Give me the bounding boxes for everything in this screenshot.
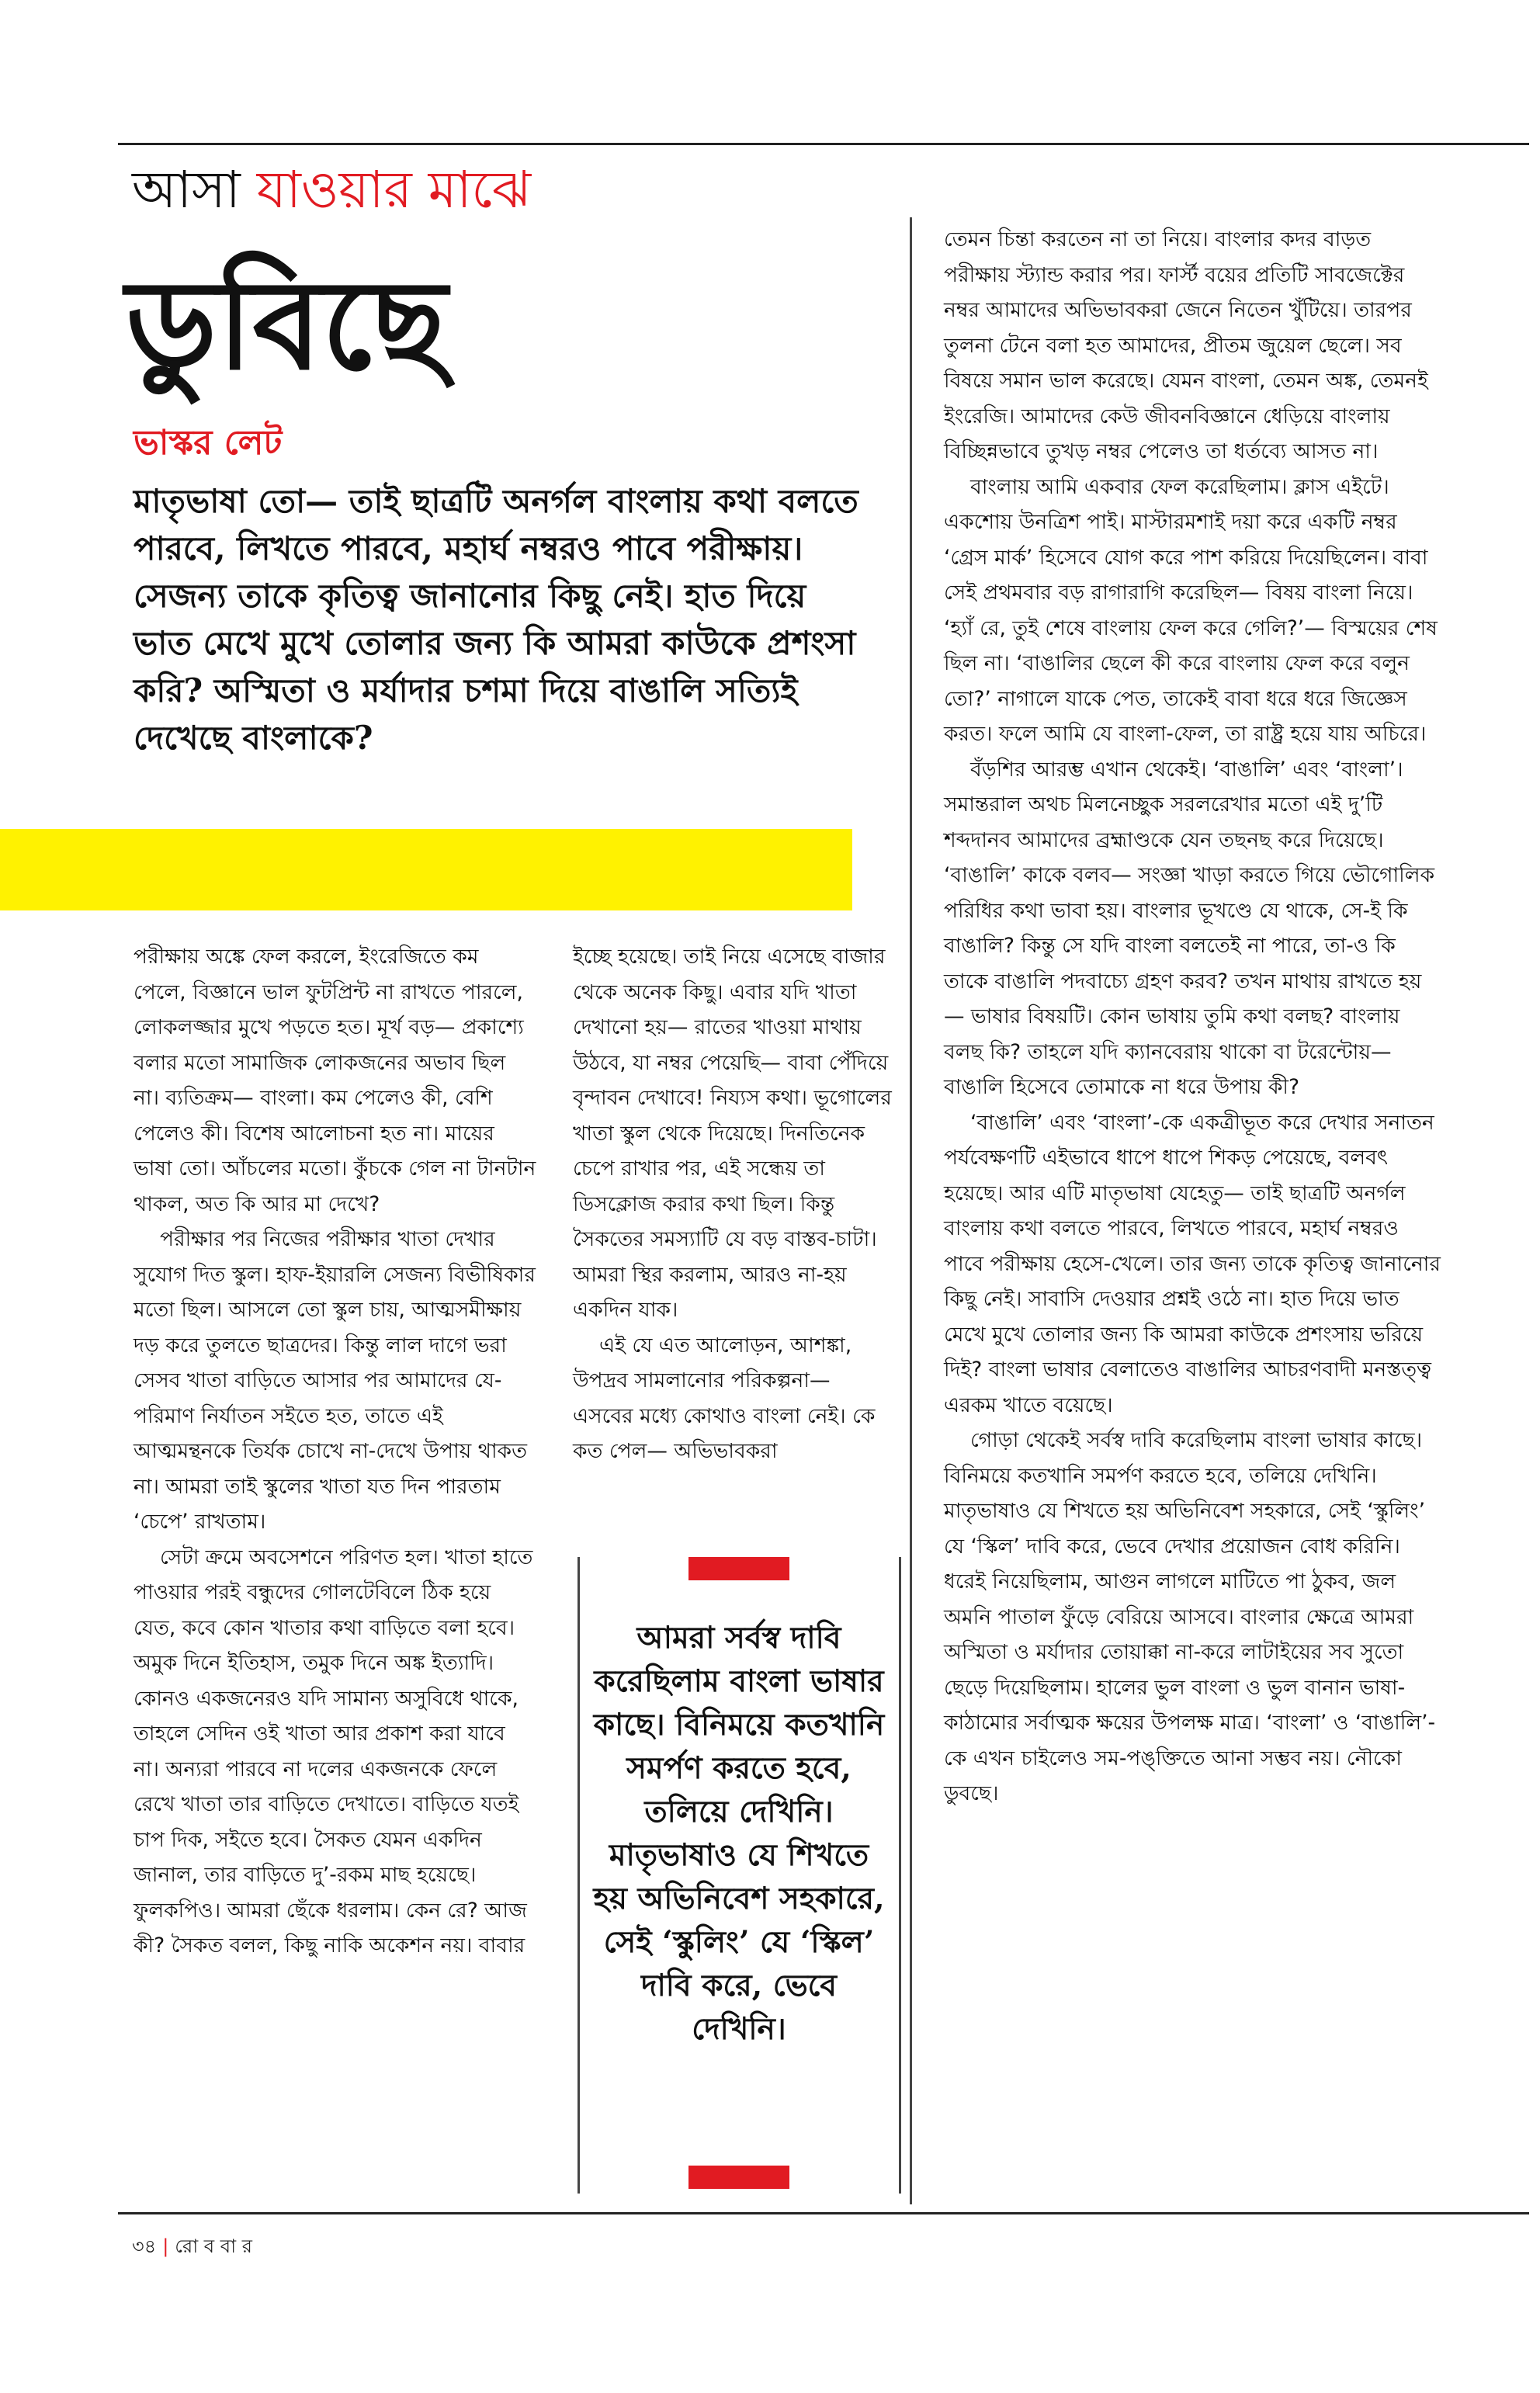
- pull-quote-rule-right: [899, 1557, 901, 2194]
- publication-name: রো ব বা র: [175, 2235, 252, 2257]
- pull-quote: আমরা সর্বস্ব দাবি করেছিলাম বাংলা ভাষার কাছে। বিনিময়ে কতখানি সমর্পণ করতে হবে, তলিয়ে দেখিনি। মাতৃভাষাও যে শিখতে হয় অভিনিবেশ সহকারে, সেই ‘স্কুলিং’ যে ‘স্কিল’ দাবি করে, ভেবে দেখিনি।: [593, 1620, 885, 2047]
- bottom-rule: [118, 2212, 1529, 2214]
- pull-quote-rule-left: [578, 1557, 580, 2194]
- body-column-3: [944, 222, 1441, 1812]
- paragraph: পরীক্ষার পর নিজের পরীক্ষার খাতা দেখার সুযোগ দিত স্কুল। হাফ-ইয়ারলি সেজন্য বিভীষিকার মতো ছিল। আসলে তো স্কুল চায়, আত্মসমীক্ষায় দড় করে তুলতে ছাত্রদের। কিন্তু লাল দাগে ভরা সেসব খাতা বাড়িতে আসার পর আমাদের যে-পরিমাণ নির্যাতন সইতে হত, তাতে এই আত্মমন্থনকে তির্যক চোখে না-দেখে উপায় থাকত না। আমরা তাই স্কুলের খাতা যত দিন পারতাম ‘চেপে’ রাখতাম।: [134, 1227, 536, 1534]
- paragraph: ইচ্ছে হয়েছে। তাই নিয়ে এসেছে বাজার থেকে অনেক কিছু। এবার যদি খাতা দেখানো হয়— রাতের খাওয়া মাথায় উঠবে, যা নম্বর পেয়েছি— বাবা পেঁদিয়ে বৃন্দাবন দেখাবে! নিয্যস কথা। ভূগোলের খাতা স্কুল থেকে দিয়েছে। দিনতিনেক চেপে রাখার পর, এই সন্ধেয় তা ডিসক্লোজ করার কথা ছিল। কিন্তু সৈকতের সমস্যাটি যে বড় বাস্তব-চাটা। আমরা স্থির করলাম, আরও না-হয় একদিন যাক।: [573, 945, 892, 1322]
- page-number: ৩৪: [132, 2235, 157, 2257]
- author-byline: ভাস্কর লেট: [134, 423, 283, 463]
- paragraph: তেমন চিন্তা করতেন না তা নিয়ে। বাংলার কদর বাড়ত পরীক্ষায় স্ট্যান্ড করার পর। ফার্স্ট বয়ের প্রতিটি সাবজেক্টের নম্বর আমাদের অভিভাবকরা জেনে নিতেন খুঁটিয়ে। তারপর তুলনা টেনে বলা হত আমাদের, প্রীতম জুয়েল ছেলে। সব বিষয়ে সমান ভাল করেছে। যেমন বাংলা, তেমন অঙ্ক, তেমনই ইংরেজি। আমাদের কেউ জীবনবিজ্ঞানে ধেড়িয়ে বাংলায় বিচ্ছিন্নভাবে তুখড় নম্বর পেলেও তা ধর্তব্যে আসত না।: [944, 227, 1428, 463]
- column-divider: [910, 217, 912, 2204]
- kicker-part2: যাওয়ার মাঝে: [256, 160, 532, 220]
- body-column-1: [134, 939, 537, 1964]
- kicker: [132, 155, 531, 225]
- paragraph: গোড়া থেকেই সর্বস্ব দাবি করেছিলাম বাংলা ভাষার কাছে। বিনিময়ে কতখানি সমর্পণ করতে হবে, তলিয়ে দেখিনি। মাতৃভাষাও যে শিখতে হয় অভিনিবেশ সহকারে, সেই ‘স্কুলিং’ যে ‘স্কিল’ দাবি করে, ভেবে দেখার প্রয়োজন বোধ করিনি। ধরেই নিয়েছিলাম, আগুন লাগলে মাটিতে পা ঠুকব, জল অমনি পাতাল ফুঁড়ে বেরিয়ে আসবে। বাংলার ক্ষেত্রে আমরা অস্মিতা ও মর্যাদার তোয়াক্কা না-করে লাটাইয়ের সব সুতো ছেড়ে দিয়েছিলাম। হালের ভুল বাংলা ও ভুল বানান ভাষা-কাঠামোর সর্বাত্মক ক্ষয়ের উপলক্ষ মাত্র। ‘বাংলা’ ও ‘বাঙালি’-কে এখন চাইলেও সম-পঙ্‌ক্তিতে আনা সম্ভব নয়। নৌকো ডুবছে।: [944, 1428, 1436, 1805]
- paragraph: সেটা ক্রমে অবসেশনে পরিণত হল। খাতা হাতে পাওয়ার পরই বন্ধুদের গোলটেবিলে ঠিক হয়ে যেত, কবে কোন খাতার কথা বাড়িতে বলা হবে। অমুক দিনে ইতিহাস, তমুক দিনে অঙ্ক ইত্যাদি। কোনও একজনেরও যদি সামান্য অসুবিধে থাকে, তাহলে সেদিন ওই খাতা আর প্রকাশ করা যাবে না। অন্যরা পারবে না দলের একজনকে ফেলে রেখে খাতা তার বাড়িতে দেখাতে। বাড়িতে যতই চাপ দিক, সইতে হবে। সৈকত যেমন একদিন জানাল, তার বাড়িতে দু’-রকম মাছ হয়েছে। ফুলকপিও। আমরা ছেঁকে ধরলাম। কেন রে? আজ কী? সৈকত বলল, কিছু নাকি অকেশন নয়। বাবার: [134, 1545, 533, 1958]
- yellow-band: [0, 829, 852, 910]
- pull-quote-bar-bottom: [688, 2166, 789, 2189]
- paragraph: ‘বাঙালি’ এবং ‘বাংলা’-কে একত্রীভূত করে দেখার সনাতন পর্যবেক্ষণটি এইভাবে ধাপে ধাপে শিকড় পেয়েছে, বলবৎ হয়েছে। আর এটি মাতৃভাষা যেহেতু— তাই ছাত্রটি অনর্গল বাংলায় কথা বলতে পারবে, লিখতে পারবে, মহার্ঘ নম্বরও পাবে পরীক্ষায় হেসে-খেলে। তার জন্য তাকে কৃতিত্ব জানানোর কিছু নেই। সাবাসি দেওয়ার প্রশ্নই ওঠে না। হাত দিয়ে ভাত মেখে মুখে তোলার জন্য কি আমরা কাউকে প্রশংসায় ভরিয়ে দিই? বাংলা ভাষার বেলাতেও বাঙালির আচরণবাদী মনস্তত্ত্ব এরকম খাতে বয়েছে।: [944, 1110, 1441, 1417]
- paragraph: এই যে এত আলোড়ন, আশঙ্কা, উপদ্রব সামলানোর পরিকল্পনা— এসবের মধ্যে কোথাও বাংলা নেই। কে কত পেল— অভিভাবকরা: [573, 1333, 876, 1463]
- top-rule: [118, 143, 1529, 145]
- pull-quote-bar-top: [688, 1557, 789, 1580]
- article-title: ডুবিছে: [126, 251, 447, 397]
- folio-separator: |: [162, 2235, 169, 2257]
- body-column-2: [573, 939, 893, 1469]
- folio: [132, 2231, 252, 2262]
- kicker-part1: আসা: [132, 160, 241, 220]
- paragraph: পরীক্ষায় অঙ্কে ফেল করলে, ইংরেজিতে কম পেলে, বিজ্ঞানে ভাল ফুটপ্রিন্ট না রাখতে পারলে, লোকলজ্জার মুখে পড়তে হত। মূর্খ বড়— প্রকাশ্যে বলার মতো সামাজিক লোকজনের অভাব ছিল না। ব্যতিক্রম— বাংলা। কম পেলেও কী, বেশি পেলেও কী। বিশেষ আলোচনা হত না। মায়ের ভাষা তো। আঁচলের মতো। কুঁচকে গেল না টানটান থাকল, অত কি আর মা দেখে?: [134, 945, 536, 1216]
- paragraph: বঁড়শির আরম্ভ এখান থেকেই। ‘বাঙালি’ এবং ‘বাংলা’। সমান্তরাল অথচ মিলনেচ্ছুক সরলরেখার মতো এই দু’টি শব্দদানব আমাদের ব্রহ্মাণ্ডকে যেন তছনছ করে দিয়েছে। ‘বাঙালি’ কাকে বলব— সংজ্ঞা খাড়া করতে গিয়ে ভৌগোলিক পরিধির কথা ভাবা হয়। বাংলার ভূখণ্ডে যে থাকে, সে-ই কি বাঙালি? কিন্তু সে যদি বাংলা বলতেই না পারে, তা-ও কি তাকে বাঙালি পদবাচ্যে গ্রহণ করব? তখন মাথায় রাখতে হয়— ভাষার বিষয়টি। কোন ভাষায় তুমি কথা বলছ? বাংলায় বলছ কি? তাহলে যদি ক্যানবেরায় থাকো বা টরেন্টোয়— বাঙালি হিসেবে তোমাকে না ধরে উপায় কী?: [944, 757, 1435, 1099]
- paragraph: বাংলায় আমি একবার ফেল করেছিলাম। ক্লাস এইটে। একশোয় উনত্রিশ পাই। মাস্টারমশাই দয়া করে একটি নম্বর ‘গ্রেস মার্ক’ হিসেবে যোগ করে পাশ করিয়ে দিয়েছিলেন। বাবা সেই প্রথমবার বড় রাগারাগি করেছিল— বিষয় বাংলা নিয়ে। ‘হ্যাঁ রে, তুই শেষে বাংলায় ফেল করে গেলি?’— বিস্ময়ের শেষ ছিল না। ‘বাঙালির ছেলে কী করে বাংলায় ফেল করে বলুন তো?’ নাগালে যাকে পেত, তাকেই বাবা ধরে ধরে জিজ্ঞেস করত। ফলে আমি যে বাংলা-ফেল, তা রাষ্ট্র হয়ে যায় অচিরে।: [944, 474, 1438, 746]
- standfirst: মাতৃভাষা তো— তাই ছাত্রটি অনর্গল বাংলায় কথা বলতে পারবে, লিখতে পারবে, মহার্ঘ নম্বরও পাবে পরীক্ষায়। সেজন্য তাকে কৃতিত্ব জানানোর কিছু নেই। হাত দিয়ে ভাত মেখে মুখে তোলার জন্য কি আমরা কাউকে প্রশংসা করি? অস্মিতা ও মর্যাদার চশমা দিয়ে বাঙালি সত্যিই দেখেছে বাংলাকে?: [134, 482, 858, 757]
